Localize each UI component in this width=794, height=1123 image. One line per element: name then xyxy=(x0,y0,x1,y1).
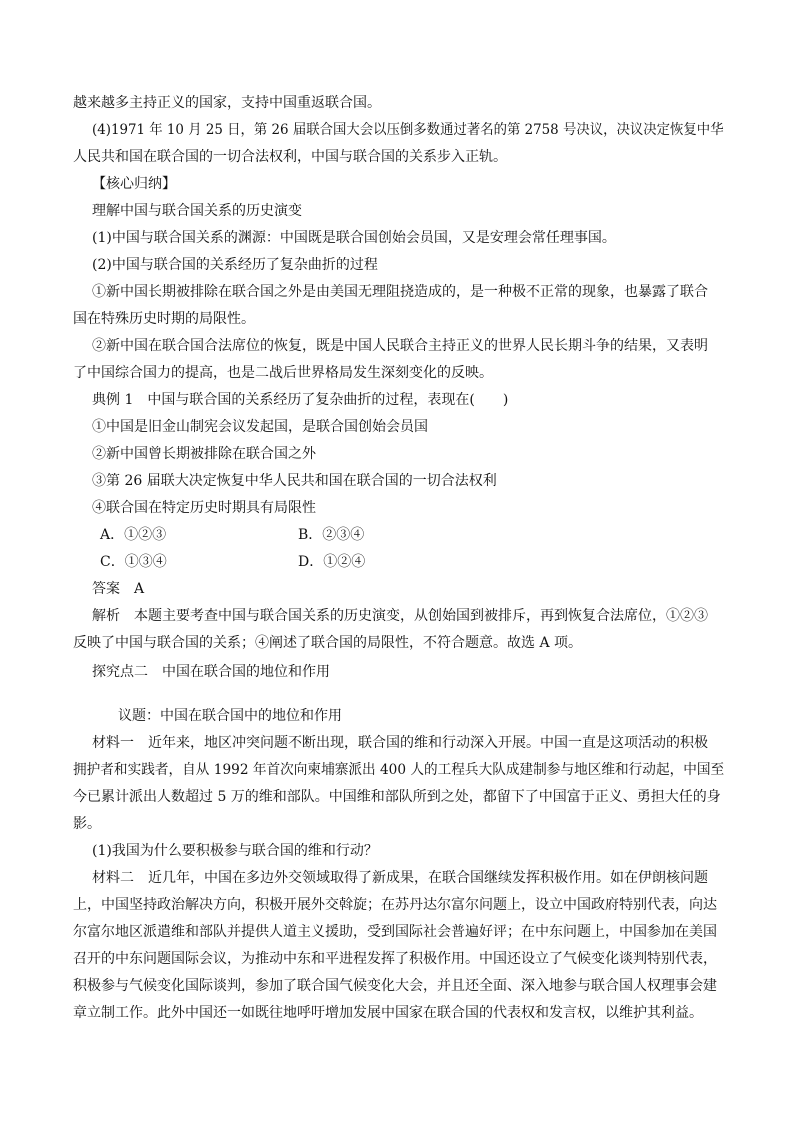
text-line: (2)中国与联合国的关系经历了复杂曲折的过程 xyxy=(92,257,378,273)
option-a: A．①②③ xyxy=(100,527,167,543)
text-line: 召开的中东问题国际会议，为推动中东和平进程发挥了积极作用。中国还设立了气候变化谈判特别代表， xyxy=(73,951,717,967)
section-heading: 探究点二 中国在联合国的地位和作用 xyxy=(92,664,330,680)
topic-line: 议题：中国在联合国中的地位和作用 xyxy=(118,708,342,724)
question-stem: 典例 1 中国与联合国的关系经历了复杂曲折的过程，表现在( ) xyxy=(92,392,509,408)
text-line: 积极参与气候变化国际谈判，参加了联合国气候变化大会，并且还全面、深入地参与联合国人权理事会建 xyxy=(73,978,717,994)
text-line: 解析 本题主要考查中国与联合国关系的历史演变，从创始国到被排斥，再到恢复合法席位，①②③ xyxy=(92,608,708,624)
question-line: (1)我国为什么要积极参与联合国的维和行动？ xyxy=(92,843,378,859)
text-line: 拥护者和实践者，自从 1992 年首次向柬埔寨派出 400 人的工程兵大队成建制参与地区维和行动起，中国至 xyxy=(73,762,725,778)
text-line: 上，中国坚持政治解决方向，积极开展外交斡旋；在苏丹达尔富尔问题上，设立中国政府特别代表，向达 xyxy=(73,897,717,913)
text-line: (4)1971 年 10 月 25 日，第 26 届联合国大会以压倒多数通过著名的第 2758 号决议，决议决定恢复中华 xyxy=(92,122,724,138)
text-line: ②新中国在联合国合法席位的恢复，既是中国人民联合主持正义的世界人民长期斗争的结果，又表明 xyxy=(92,338,708,354)
text-line: (1)中国与联合国关系的渊源：中国既是联合国创始会员国，又是安理会常任理事国。 xyxy=(92,230,616,246)
text-line: 影。 xyxy=(73,816,101,832)
text-line: ②新中国曾长期被排除在联合国之外 xyxy=(92,446,316,462)
text-line: ③第 26 届联大决定恢复中华人民共和国在联合国的一切合法权利 xyxy=(92,473,497,489)
option-d: D．①②④ xyxy=(298,554,366,570)
text-line: ④联合国在特定历史时期具有局限性 xyxy=(92,500,316,516)
section-heading: 【核心归纳】 xyxy=(92,176,176,192)
text-line: 章立制工作。此外中国还一如既往地呼吁增加发展中国家在联合国的代表权和发言权，以维护其利益。 xyxy=(73,1005,703,1021)
answer-line: 答案 A xyxy=(92,581,145,597)
text-line: 尔富尔地区派遣维和部队并提供人道主义援助，受到国际社会普遍好评；在中东问题上，中国参加在美国 xyxy=(73,924,717,940)
text-line: 今已累计派出人数超过 5 万的维和部队。中国维和部队所到之处，都留下了中国富于正义、勇担大任的身 xyxy=(73,789,721,805)
text-line: 了中国综合国力的提高，也是二战后世界格局发生深刻变化的反映。 xyxy=(73,365,493,381)
text-line: 材料一 近年来，地区冲突问题不断出现，联合国的维和行动深入开展。中国一直是这项活动的积极 xyxy=(92,735,708,751)
option-b: B．②③④ xyxy=(298,527,365,543)
text-line: ①新中国长期被排除在联合国之外是由美国无理阻挠造成的，是一种极不正常的现象，也暴露了联合 xyxy=(92,284,708,300)
text-line: ①中国是旧金山制宪会议发起国，是联合国创始会员国 xyxy=(92,419,428,435)
option-c: C．①③④ xyxy=(100,554,167,570)
text-line: 国在特殊历史时期的局限性。 xyxy=(73,311,255,327)
text-line: 越来越多主持正义的国家，支持中国重返联合国。 xyxy=(73,95,381,111)
text-line: 理解中国与联合国关系的历史演变 xyxy=(92,203,302,219)
text-line: 反映了中国与联合国的关系；④阐述了联合国的局限性，不符合题意。故选 A 项。 xyxy=(73,635,583,651)
text-line: 材料二 近几年，中国在多边外交领域取得了新成果，在联合国继续发挥积极作用。如在伊朗核问题 xyxy=(92,870,708,886)
text-line: 人民共和国在联合国的一切合法权利，中国与联合国的关系步入正轨。 xyxy=(73,149,507,165)
